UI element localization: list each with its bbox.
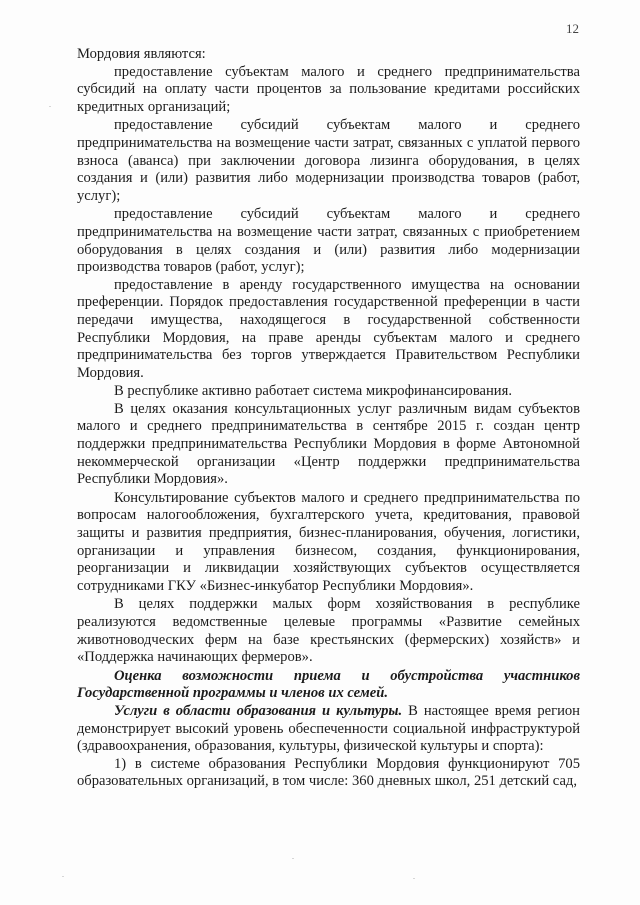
paragraph-subsidy-equipment: предоставление субсидий субъектам малого и среднего предпринимательства на возмещение части затрат, связанных с приобретением оборудования в целях создания и (или) развития либо модернизации производства товаров (работ, услуг); [77,206,580,276]
paragraph-property-lease: предоставление в аренду государственного имущества на основании преференции. Порядок предоставления государственной преференции в части передачи имущества, находящегося в государственной собственности Республики Мордовия, на праве аренды субъектам малого и среднего предпринимательства без торгов утверждается Правительством Республики Мордовия. [77,276,580,381]
document-body [77,46,580,791]
scan-speck: . [62,870,64,879]
paragraph-subsidy-interest: предоставление субъектам малого и среднего предпринимательства субсидий на оплату части процентов за пользование кредитами российских кредитных организаций; [77,63,580,115]
paragraph-intro: Мордовия являются: [77,46,206,62]
scan-speck: . [413,872,415,881]
scan-speck: . [292,852,294,861]
paragraph-education-count: 1) в системе образования Республики Мордовия функционируют 705 образовательных организаций, в том числе: 360 дневных школ, 251 детский сад, [77,755,580,790]
paragraph-consulting-center: В целях оказания консультационных услуг различным видам субъектов малого и среднего предпринимательства в сентябре 2015 г. создан центр поддержки предпринимательства Республики Мордовия в форме Автономной некоммерческой организации «Центр поддержки предпринимательства Республики Мордовия». [77,400,580,488]
section-heading: Оценка возможности приема и обустройства участников Государственной программы и членов их семей. [77,667,580,702]
paragraph-microfinance: В республике активно работает система микрофинансирования. [114,383,512,400]
paragraph-farm-programs: В целях поддержки малых форм хозяйствования в республике реализуются ведомственные целевые программы «Развитие семейных животноводческих ферм на базе крестьянских (фермерских) хозяйств» и «Поддержка начинающих фермеров». [77,596,580,666]
paragraph-services [77,703,580,756]
paragraph-subsidy-leasing: предоставление субсидий субъектам малого и среднего предпринимательства на возмещение части затрат, связанных с уплатой первого взноса (аванса) при заключении договора лизинга оборудования, в целях создания и (или) развития либо модернизации производства товаров (работ, услуг); [77,117,580,204]
scan-speck: . [49,100,51,109]
services-lead: Услуги в области образования и культуры. [114,702,403,719]
services-rest: В настоящее время регион демонстрирует высокий уровень обеспеченности социальной инфраструктурой (здравоохранения, образования, культуры, физической культуры и спорта): [77,702,580,755]
paragraph-consulting-services: Консультирование субъектов малого и среднего предпринимательства по вопросам налогообложения, бухгалтерского учета, кредитования, правовой защиты и развития предприятия, бизнес-планирования, обучения, логистики, организации и управления бизнесом, создания, функционирования, реорганизации и ликвидации хозяйствующих субъектов осуществляется сотрудниками ГКУ «Бизнес-инкубатор Республики Мордовия». [77,489,580,594]
page-number: 12 [566,21,579,36]
